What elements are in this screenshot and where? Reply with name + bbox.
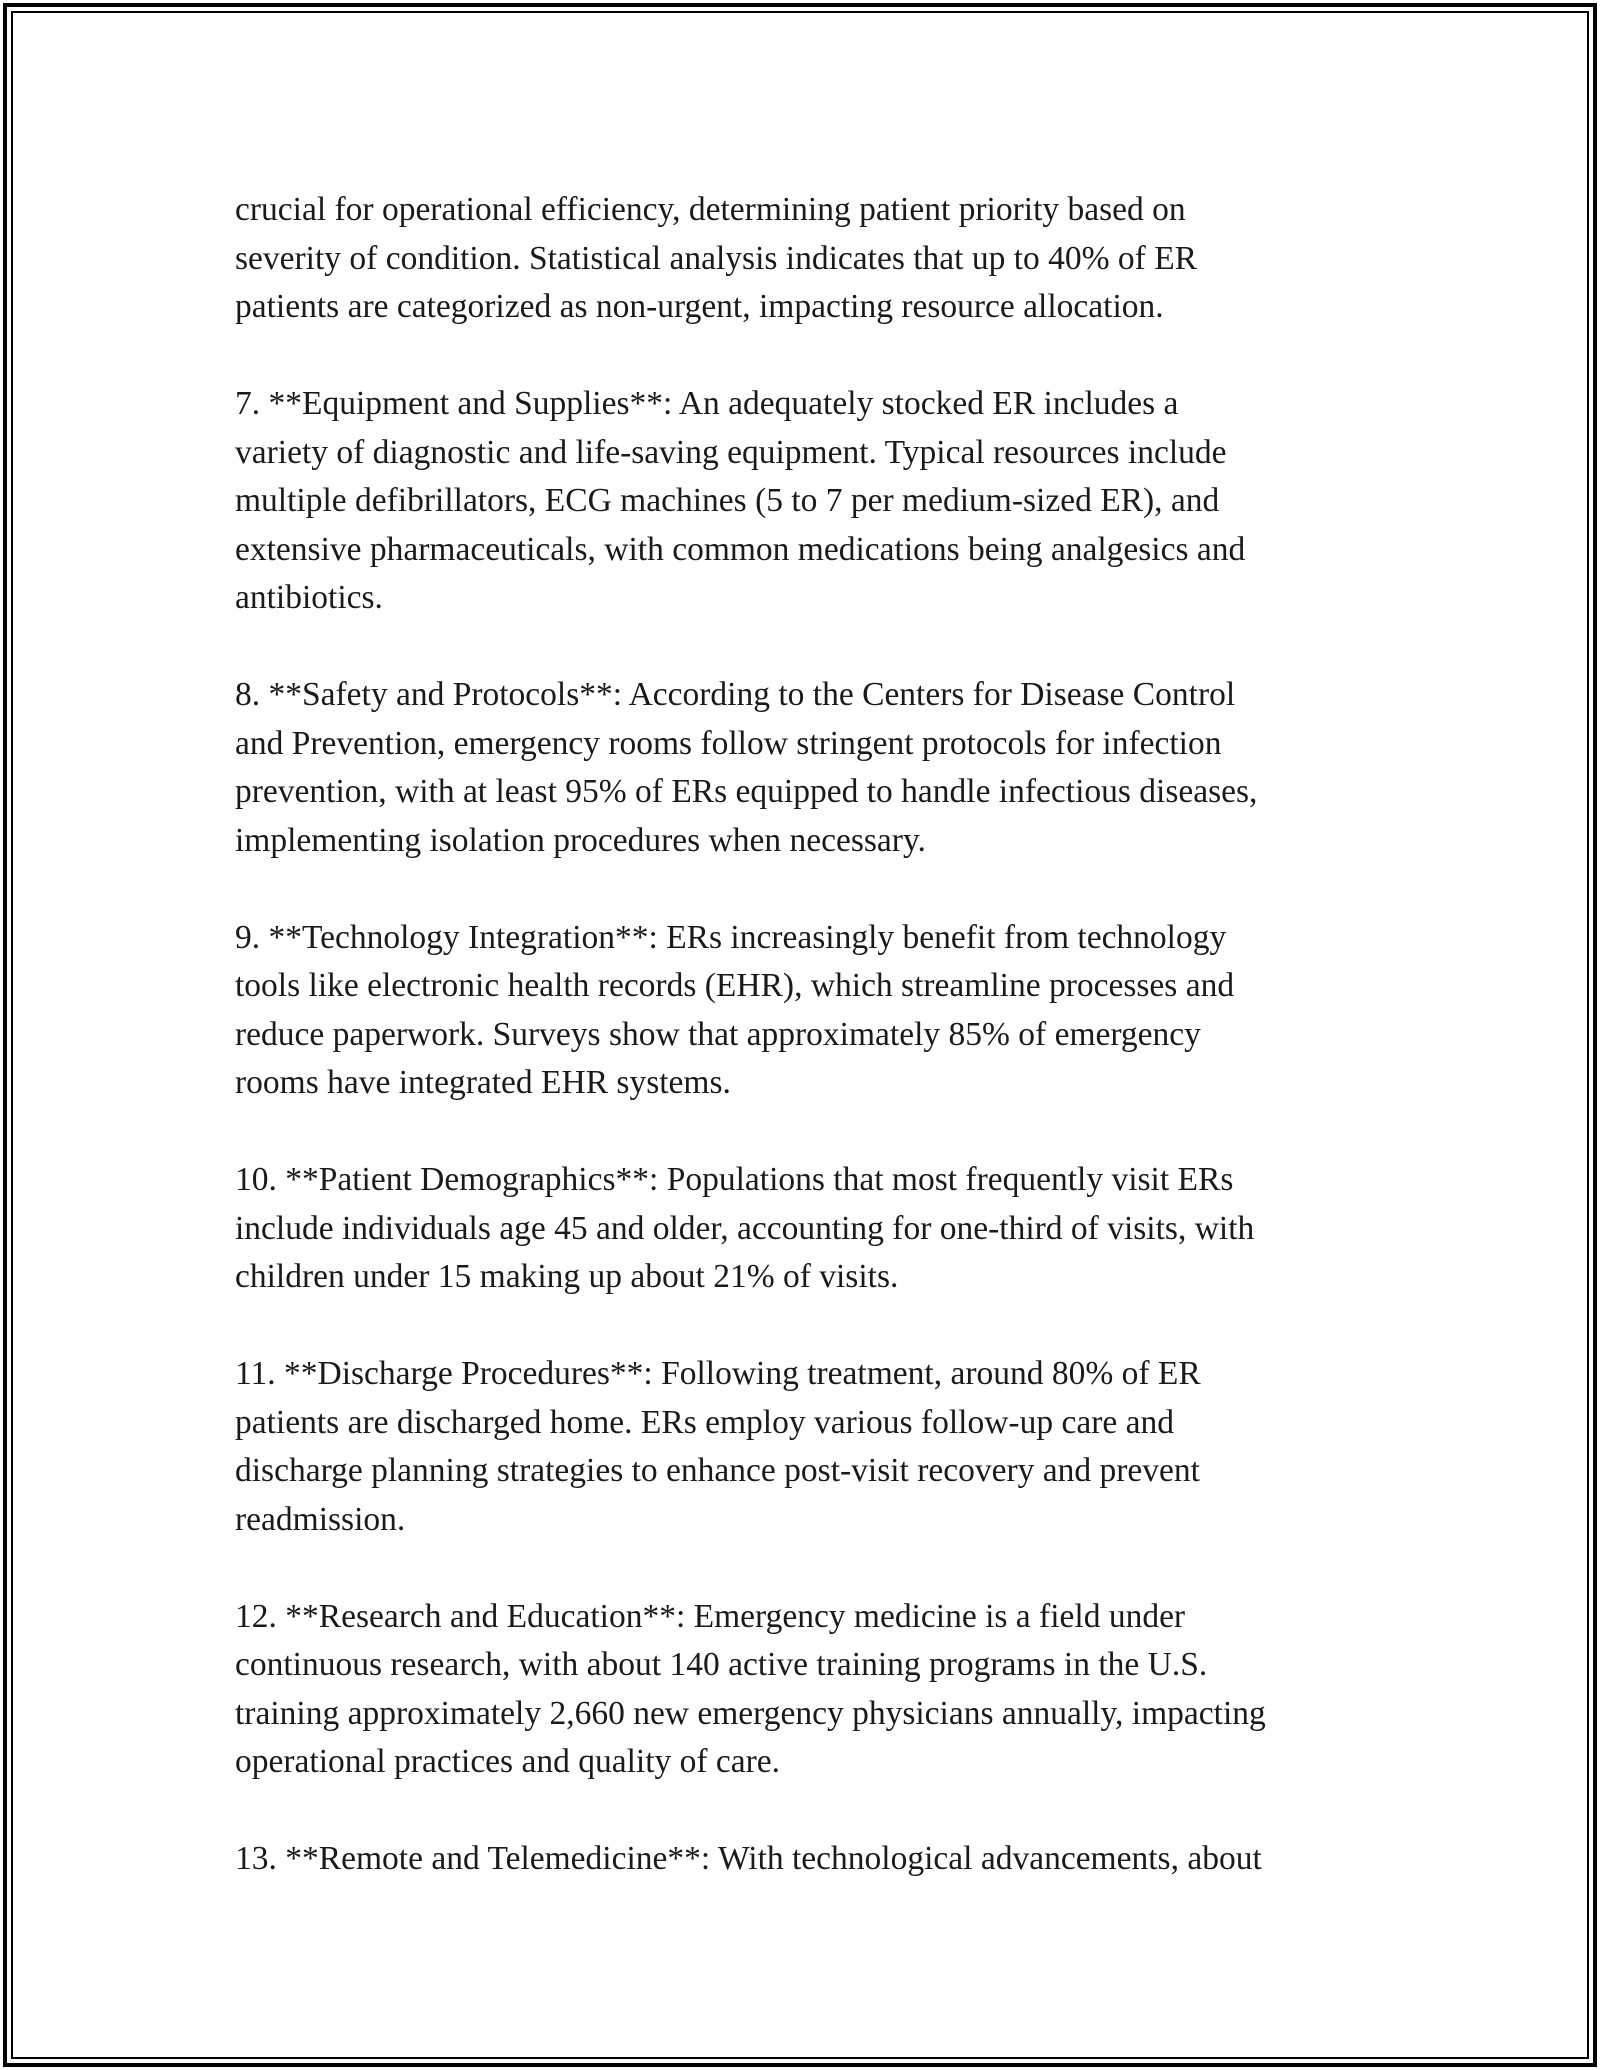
text-line: tools like electronic health records (EHR), which streamline processes and: [235, 967, 1235, 1004]
text-line: 7. **Equipment and Supplies**: An adequately stocked ER includes a: [235, 385, 1179, 422]
text-line: multiple defibrillators, ECG machines (5 to 7 per medium-sized ER), and: [235, 482, 1220, 519]
text-line: include individuals age 45 and older, accounting for one-third of visits, with: [235, 1209, 1255, 1247]
text-line: children under 15 making up about 21% of visits.: [235, 1258, 899, 1295]
paragraph-research-education: [235, 1593, 1375, 1787]
paragraph-safety-protocols: [235, 671, 1375, 865]
document-body: [235, 186, 1375, 1932]
text-line: patients are categorized as non-urgent, impacting resource allocation.: [235, 288, 1164, 325]
text-line: 8. **Safety and Protocols**: According to the Centers for Disease Control: [235, 676, 1236, 713]
text-line: operational practices and quality of care.: [235, 1743, 781, 1780]
text-line: implementing isolation procedures when necessary.: [235, 821, 926, 859]
text-line: 9. **Technology Integration**: ERs increasingly benefit from technology: [235, 918, 1227, 956]
text-line: rooms have integrated EHR systems.: [235, 1064, 731, 1101]
text-line: antibiotics.: [235, 579, 383, 616]
text-line: and Prevention, emergency rooms follow stringent protocols for infection: [235, 724, 1222, 762]
paragraph-triage-continued: [235, 186, 1375, 332]
paragraph-remote-telemedicine: [235, 1835, 1375, 1884]
text-line: 13. **Remote and Telemedicine**: With technological advancements, about: [235, 1840, 1262, 1877]
text-line: 11. **Discharge Procedures**: Following treatment, around 80% of ER: [235, 1355, 1201, 1392]
text-line: prevention, with at least 95% of ERs equipped to handle infectious diseases,: [235, 773, 1258, 810]
paragraph-technology-integration: [235, 914, 1375, 1108]
text-line: reduce paperwork. Surveys show that approximately 85% of emergency: [235, 1015, 1201, 1053]
text-line: severity of condition. Statistical analysis indicates that up to 40% of ER: [235, 239, 1198, 277]
text-line: discharge planning strategies to enhance post-visit recovery and prevent: [235, 1452, 1200, 1489]
text-line: extensive pharmaceuticals, with common medications being analgesics and: [235, 530, 1246, 568]
text-line: variety of diagnostic and life-saving equipment. Typical resources include: [235, 433, 1227, 471]
text-line: patients are discharged home. ERs employ various follow-up care and: [235, 1403, 1174, 1441]
text-line: 12. **Research and Education**: Emergency medicine is a field under: [235, 1597, 1186, 1635]
text-line: continuous research, with about 140 active training programs in the U.S.: [235, 1646, 1208, 1683]
text-line: readmission.: [235, 1500, 406, 1538]
paragraph-discharge-procedures: [235, 1350, 1375, 1544]
paragraph-equipment-supplies: [235, 380, 1375, 623]
text-line: 10. **Patient Demographics**: Populations that most frequently visit ERs: [235, 1161, 1234, 1198]
text-line: crucial for operational efficiency, determining patient priority based on: [235, 191, 1186, 228]
text-line: training approximately 2,660 new emergency physicians annually, impacting: [235, 1694, 1266, 1732]
paragraph-patient-demographics: [235, 1156, 1375, 1302]
